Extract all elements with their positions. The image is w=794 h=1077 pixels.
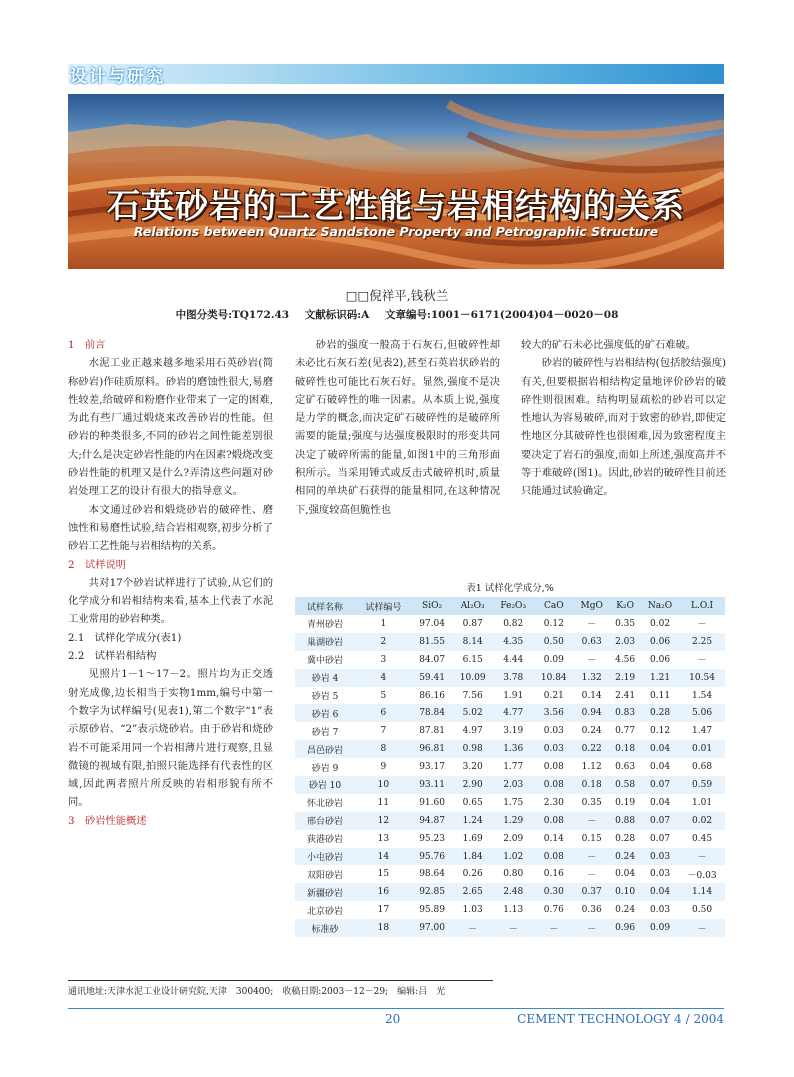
table-cell: 4.44	[503, 654, 524, 665]
table-cell: 10.84	[533, 669, 574, 687]
table-cell: 0.03	[641, 848, 679, 866]
footnote: 通讯地址:天津水泥工业设计研究院,天津 300400; 收稿日期:2003－12－29; 编辑:吕 光	[68, 987, 446, 997]
table-cell: 96.81	[412, 740, 453, 758]
table-cell: 荻港砂岩	[306, 835, 343, 846]
table-cell: 5.06	[679, 704, 725, 722]
table-cell: 10.54	[679, 669, 725, 687]
table-cell: 0.80	[503, 869, 524, 880]
table-cell: 0.04	[641, 740, 679, 758]
table-cell: 94.87	[412, 812, 453, 830]
paragraph: 本文通过砂岩和煅烧砂岩的破碎性、磨蚀性和易磨性试验,结合岩相观察,初步分析了砂岩工艺性能与岩相结构的关系。	[68, 503, 273, 553]
table-cell: 1.47	[692, 726, 713, 737]
article-meta	[0, 307, 794, 322]
table-row	[295, 704, 725, 722]
table-cell: 2.03	[493, 776, 533, 794]
table-cell: 1.77	[503, 762, 524, 773]
table-cell: 砂岩 9	[311, 763, 339, 774]
subsection-heading: 2.1 试样化学成分(表1)	[68, 631, 182, 644]
table-cell: 0.24	[581, 726, 602, 737]
table-row	[295, 687, 725, 705]
table-cell: 2.90	[452, 776, 493, 794]
article-title-en: Relations between Quartz Sandstone Property and Petrographic Structure	[133, 224, 659, 239]
table-cell: 1.24	[452, 812, 493, 830]
table-cell: －	[587, 620, 597, 631]
footer-divider	[68, 1008, 724, 1009]
table-cell: 93.11	[412, 776, 453, 794]
table-cell: 1.12	[581, 762, 602, 773]
table-cell: 0.08	[533, 848, 574, 866]
table-cell: 0.22	[574, 740, 609, 758]
table-cell: 0.45	[692, 833, 713, 844]
table-cell: 18	[355, 919, 412, 937]
table-cell: 0.04	[650, 797, 671, 808]
banner-image	[68, 94, 724, 269]
table-cell: －	[574, 812, 609, 830]
table-cell: 0.19	[615, 797, 636, 808]
table-cell: 97.04	[419, 618, 445, 629]
table-cell: 0.07	[641, 812, 679, 830]
table-cell: 1.91	[503, 690, 524, 701]
table-row	[295, 722, 725, 740]
table-cell: 0.08	[543, 762, 564, 773]
table-cell: 0.09	[641, 919, 679, 937]
table-cell: 0.37	[574, 883, 609, 901]
table-cell: 0.63	[574, 633, 609, 651]
table-cell: 1.13	[503, 905, 524, 916]
table-header-cell: Al₂O₃	[452, 597, 493, 615]
table-cell: －	[533, 919, 574, 937]
table-row	[295, 901, 725, 919]
table-cell: 青州砂岩	[306, 620, 343, 631]
column-3	[521, 336, 726, 501]
table-cell: 7	[380, 726, 387, 737]
table-cell: 0.14	[543, 833, 564, 844]
table-cell: 0.65	[462, 797, 483, 808]
table-cell: 0.76	[543, 905, 564, 916]
table-cell: 0.28	[641, 704, 679, 722]
table-cell: 97.00	[412, 919, 453, 937]
table-cell: 0.15	[581, 833, 602, 844]
table-cell: －	[697, 656, 707, 667]
journal-name: CEMENT TECHNOLOGY 4 / 2004	[517, 1012, 724, 1026]
table-cell: 0.12	[650, 726, 671, 737]
table-cell: 0.03	[543, 726, 564, 737]
paragraph: 砂岩的强度一般高于石灰石,但破碎性却未必比石灰石差(见表2),甚至石英岩状砂岩的破碎性也可能比石灰石好。显然,强度不是决定矿石破碎性的唯一因素。从本质上说,强度是力学的概念,而决定矿石破碎性的是破碎所需要的能量;强度与达强度极限时的形变共同决定了破碎所需的能量,如图1中的三角形面积所示。当采用锤式或反击式破碎机时,质量相同的单块矿石获得的能量相同,在这种情况下,强度较高但脆性也	[295, 339, 500, 516]
table-cell: 95.23	[419, 833, 445, 844]
table-cell: 昌邑砂岩	[295, 740, 355, 758]
table-row	[295, 919, 725, 937]
table-cell: 15	[377, 869, 390, 880]
column-1	[68, 336, 273, 830]
table-cell: 59.41	[412, 669, 453, 687]
paragraph: 共对17个砂岩试样进行了试验,从它们的化学成分和岩相结构来看,基本上代表了水泥工业常用的砂岩种类。	[68, 576, 273, 626]
table-cell: 0.16	[543, 869, 564, 880]
table-cell: 8	[355, 740, 412, 758]
table-cell: 8.14	[452, 633, 493, 651]
table-cell: 3.19	[503, 726, 524, 737]
table-cell: 4.56	[615, 654, 636, 665]
table-cell: 1.84	[452, 848, 493, 866]
table-caption: 表1 试样化学成分,%	[466, 583, 554, 594]
paragraph: 水泥工业正越来越多地采用石英砂岩(简称砂岩)作硅质原料。砂岩的磨蚀性很大,易磨性较差,给破碎和粉磨作业带来了一定的困难,为此有些厂通过煅烧来改善砂岩的性能。但砂岩的种类很多,不同的砂岩之间性能差别很大;什么是决定砂岩性能的内在因素?煅烧改变砂岩性能的机理又是什么?弄清这些问题对砂岩处理工艺的设计有很大的指导意义。	[68, 357, 273, 498]
table-cell: 0.82	[503, 618, 524, 629]
table-cell: －0.03	[687, 870, 717, 881]
table-header-cell: SiO₂	[412, 597, 453, 615]
table-cell: －	[679, 848, 725, 866]
table-cell: 0.21	[543, 690, 564, 701]
table-cell: 11	[377, 797, 390, 808]
article-number: 文章编号:1001－6171(2004)04－0020－08	[384, 309, 619, 321]
table-cell: 砂岩 4	[295, 669, 355, 687]
authors: □□倪祥平,钱秋兰	[345, 288, 449, 303]
table-cell: 84.07	[419, 654, 445, 665]
header-band	[68, 64, 724, 84]
table-cell: 2	[355, 633, 412, 651]
table-cell: 5	[380, 690, 387, 701]
table-cell: 81.55	[412, 633, 453, 651]
table-cell: 0.83	[609, 704, 641, 722]
table-cell: 新疆砂岩	[295, 883, 355, 901]
table-cell: 4.77	[493, 704, 533, 722]
table-cell: 1	[380, 618, 387, 629]
table-cell: 9	[380, 762, 387, 773]
table-cell: 4.35	[493, 633, 533, 651]
table-header-row	[295, 597, 725, 615]
table-cell: 0.10	[609, 883, 641, 901]
table-cell: 0.77	[615, 726, 636, 737]
subsection-heading: 2.2 试样岩相结构	[68, 650, 157, 663]
table-cell: 0.94	[574, 704, 609, 722]
table-cell: 1.03	[462, 905, 483, 916]
table-cell: 98.64	[419, 869, 445, 880]
table-cell: 2.30	[543, 797, 564, 808]
table-cell: 0.87	[462, 618, 483, 629]
table-cell: 91.60	[419, 797, 445, 808]
table-cell: 1.02	[493, 848, 533, 866]
table-cell: 0.36	[581, 905, 602, 916]
table-cell: 砂岩 6	[295, 704, 355, 722]
table-cell: 0.07	[650, 833, 671, 844]
table-cell: 0.07	[641, 776, 679, 794]
table-cell: 1.01	[692, 797, 713, 808]
table-cell: 砂岩 7	[311, 727, 339, 738]
table-cell: 0.96	[609, 919, 641, 937]
table-cell: 0.03	[650, 869, 671, 880]
table-cell: 0.08	[533, 776, 574, 794]
table-cell: 怀北砂岩	[306, 799, 343, 810]
table-header-cell: MgO	[574, 597, 609, 615]
table-cell: 14	[355, 848, 412, 866]
paragraph: 砂岩的破碎性与岩相结构(包括胶结强度)有关,但要根据岩相结构定量地评价砂岩的破碎性则很困难。结构明显疏松的砂岩可以定性地认为容易破碎,而对于致密的砂岩,即使定性地区分其破碎性也很困难,因为致密程度主要决定了岩石的强度,而如上所述,强度高并不等于难破碎(图1)。因此,砂岩的破碎性目前还只能通过试验确定。	[521, 357, 726, 498]
table-cell: 砂岩 5	[311, 692, 339, 702]
table-row	[295, 865, 725, 883]
table-cell: 3	[380, 654, 387, 665]
clc-number: 中图分类号:TQ172.43	[175, 309, 290, 321]
table-cell: 0.63	[615, 762, 636, 773]
table-cell: 3.56	[533, 704, 574, 722]
table-header-cell: Na₂O	[641, 597, 679, 615]
table-cell: －	[679, 919, 725, 937]
table-cell: 巢湖砂岩	[295, 633, 355, 651]
table-cell: 13	[377, 833, 390, 844]
table-cell: 0.50	[692, 905, 713, 916]
table-cell: 0.02	[679, 812, 725, 830]
table-cell: 0.09	[543, 654, 564, 665]
table-header-cell: K₂O	[609, 597, 641, 615]
table-cell: 5.02	[452, 704, 493, 722]
section-heading: 3 砂岩性能概述	[68, 814, 147, 827]
table-cell: 砂岩 10	[295, 776, 355, 794]
table-cell: 2.09	[503, 833, 524, 844]
table-cell: 0.02	[650, 618, 671, 629]
table-cell: 0.18	[609, 740, 641, 758]
table-cell: 4.97	[462, 726, 483, 737]
table-row	[295, 758, 725, 776]
table-cell: 0.58	[609, 776, 641, 794]
table-cell: 95.76	[412, 848, 453, 866]
table-row	[295, 883, 725, 901]
table-cell: 0.28	[615, 833, 636, 844]
table-cell: －	[452, 919, 493, 937]
table-body	[295, 615, 725, 937]
table-cell: 0.35	[615, 618, 636, 629]
chemical-composition-table	[295, 597, 725, 937]
table-cell: 0.59	[679, 776, 725, 794]
table-cell: 95.89	[419, 905, 445, 916]
table-cell: 2.41	[615, 690, 636, 701]
table-cell: 0.35	[581, 797, 602, 808]
table-cell: －	[493, 919, 533, 937]
table-cell: 87.81	[419, 726, 445, 737]
table-cell: 0.03	[650, 905, 671, 916]
table-cell: 2.48	[493, 883, 533, 901]
table-cell: 0.98	[452, 740, 493, 758]
table-cell: 0.24	[615, 905, 636, 916]
table-row	[295, 830, 725, 848]
table-cell: 0.12	[543, 618, 564, 629]
page-number: 20	[385, 1012, 401, 1026]
table-row	[295, 615, 725, 633]
table-cell: 0.14	[581, 690, 602, 701]
table-header-cell: CaO	[533, 597, 574, 615]
table-row	[295, 848, 725, 866]
table-cell: －	[697, 620, 707, 631]
table-cell: 0.06	[650, 654, 671, 665]
table-cell: 0.18	[574, 776, 609, 794]
table-cell: 邢台砂岩	[295, 812, 355, 830]
article-title: 石英砂岩的工艺性能与岩相结构的关系	[107, 186, 685, 225]
table-cell: 4	[355, 669, 412, 687]
table-cell: 12	[355, 812, 412, 830]
table-cell: 0.50	[533, 633, 574, 651]
document-code: 文献标识码:A	[304, 309, 370, 321]
column-2	[295, 336, 500, 519]
table-header-cell: L.O.I	[679, 597, 725, 615]
table-cell: 0.06	[641, 633, 679, 651]
paragraph-continued: 较大的矿石未必比强度低的矿石难破。	[521, 339, 697, 351]
table-cell: 0.01	[679, 740, 725, 758]
table-row	[295, 633, 725, 651]
table-cell: 78.84	[412, 704, 453, 722]
table-row	[295, 669, 725, 687]
table-cell: 10	[355, 776, 412, 794]
table-cell: 双阳砂岩	[306, 870, 343, 881]
table-cell: 1.32	[574, 669, 609, 687]
table-cell: 0.04	[615, 869, 636, 880]
table-cell: 1.36	[493, 740, 533, 758]
table-cell: 0.04	[650, 762, 671, 773]
table-cell: 7.56	[462, 690, 483, 701]
paragraph: 见照片1－1～17－2。照片均为正交透射光成像,边长相当于实物1mm,编号中第一个数字为试样编号(见表1),第二个数字“1”表示原砂岩、“2”表示烧砂岩。由于砂岩和烧砂岩不可能采用同一个岩相薄片进行观察,且显微镜的视域有限,拍照只能选择有代表性的区域,因此两者照片所反映的岩相形貌有所不同。	[68, 668, 273, 809]
table-cell: 3.78	[493, 669, 533, 687]
table-cell: 0.04	[641, 883, 679, 901]
table-cell: 1.54	[692, 690, 713, 701]
table-cell: 0.88	[609, 812, 641, 830]
table-cell: －	[587, 656, 597, 667]
table-header-cell: Fe₂O₃	[493, 597, 533, 615]
table-cell: 17	[377, 905, 390, 916]
table-cell: 1.69	[462, 833, 483, 844]
table-header-cell: 试样名称	[295, 597, 355, 615]
table-cell: 92.85	[412, 883, 453, 901]
table-cell: 2.19	[609, 669, 641, 687]
table-cell: －	[587, 870, 597, 881]
table-cell: 2.65	[452, 883, 493, 901]
table-cell: 标准砂	[295, 919, 355, 937]
table-row	[295, 776, 725, 794]
section-tag: 设计与研究	[70, 67, 165, 87]
table-row	[295, 740, 725, 758]
table-cell: 86.16	[419, 690, 445, 701]
footnote-divider	[68, 980, 493, 981]
table-cell: 10.09	[452, 669, 493, 687]
table-cell: 1.21	[641, 669, 679, 687]
table-cell: 0.26	[462, 869, 483, 880]
table-cell: 0.08	[533, 812, 574, 830]
table-row	[295, 794, 725, 812]
table-cell: 1.75	[503, 797, 524, 808]
table-row	[295, 812, 725, 830]
table-cell: 0.30	[533, 883, 574, 901]
table-cell: 1.14	[679, 883, 725, 901]
table-cell: 0.03	[533, 740, 574, 758]
table-cell: 16	[355, 883, 412, 901]
table-cell: 2.03	[609, 633, 641, 651]
table-cell: 1.29	[493, 812, 533, 830]
table-row	[295, 651, 725, 669]
table-cell: －	[574, 919, 609, 937]
table-cell: －	[574, 848, 609, 866]
table-cell: 冀中砂岩	[306, 656, 343, 667]
section-heading: 1 前言	[68, 339, 106, 351]
table-cell: 0.11	[650, 690, 671, 701]
table-cell: 北京砂岩	[306, 906, 343, 917]
table-cell: 2.25	[679, 633, 725, 651]
table-cell: 6	[355, 704, 412, 722]
section-heading: 2 试样说明	[68, 558, 127, 571]
table-cell: 93.17	[419, 762, 445, 773]
table-cell: 6.15	[462, 654, 483, 665]
table-cell: 3.20	[462, 762, 483, 773]
table-cell: 小屯砂岩	[295, 848, 355, 866]
table-cell: 0.24	[609, 848, 641, 866]
table-cell: 0.68	[692, 762, 713, 773]
table-header-cell: 试样编号	[355, 597, 412, 615]
